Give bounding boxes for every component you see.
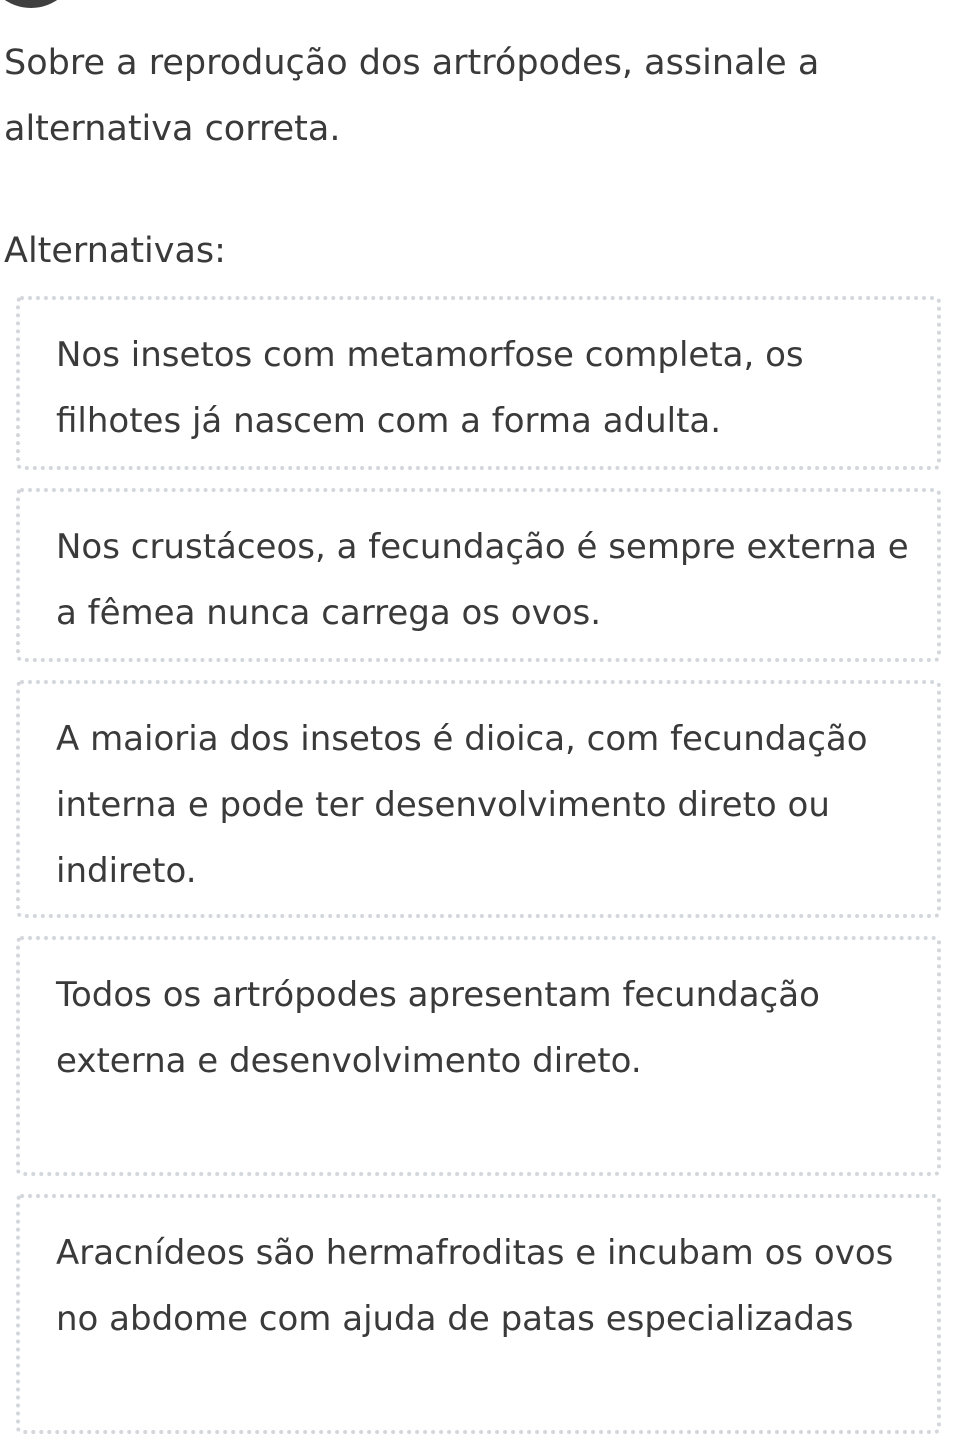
option-2[interactable] xyxy=(16,488,941,662)
options-list xyxy=(16,296,941,1452)
question-text: Sobre a reprodução dos artrópodes, assinale a alternativa correta. xyxy=(4,43,820,149)
option-1[interactable] xyxy=(16,296,941,470)
option-3[interactable] xyxy=(16,680,941,918)
option-4[interactable] xyxy=(16,936,941,1176)
option-5[interactable] xyxy=(16,1194,941,1434)
avatar xyxy=(0,0,74,8)
alternatives-heading: Alternativas: xyxy=(4,231,226,271)
option-1-text: Nos insetos com metamorfose completa, os filhotes já nascem com a forma adulta. xyxy=(56,335,804,441)
option-2-text: Nos crustáceos, a fecundação é sempre externa e a fêmea nunca carrega os ovos. xyxy=(56,527,909,633)
option-5-text: Aracnídeos são hermafroditas e incubam os ovos no abdome com ajuda de patas especializadas xyxy=(56,1233,894,1339)
option-3-text: A maioria dos insetos é dioica, com fecundação interna e pode ter desenvolvimento direto ou indireto. xyxy=(56,719,868,891)
option-4-text: Todos os artrópodes apresentam fecundação externa e desenvolvimento direto. xyxy=(56,975,820,1081)
